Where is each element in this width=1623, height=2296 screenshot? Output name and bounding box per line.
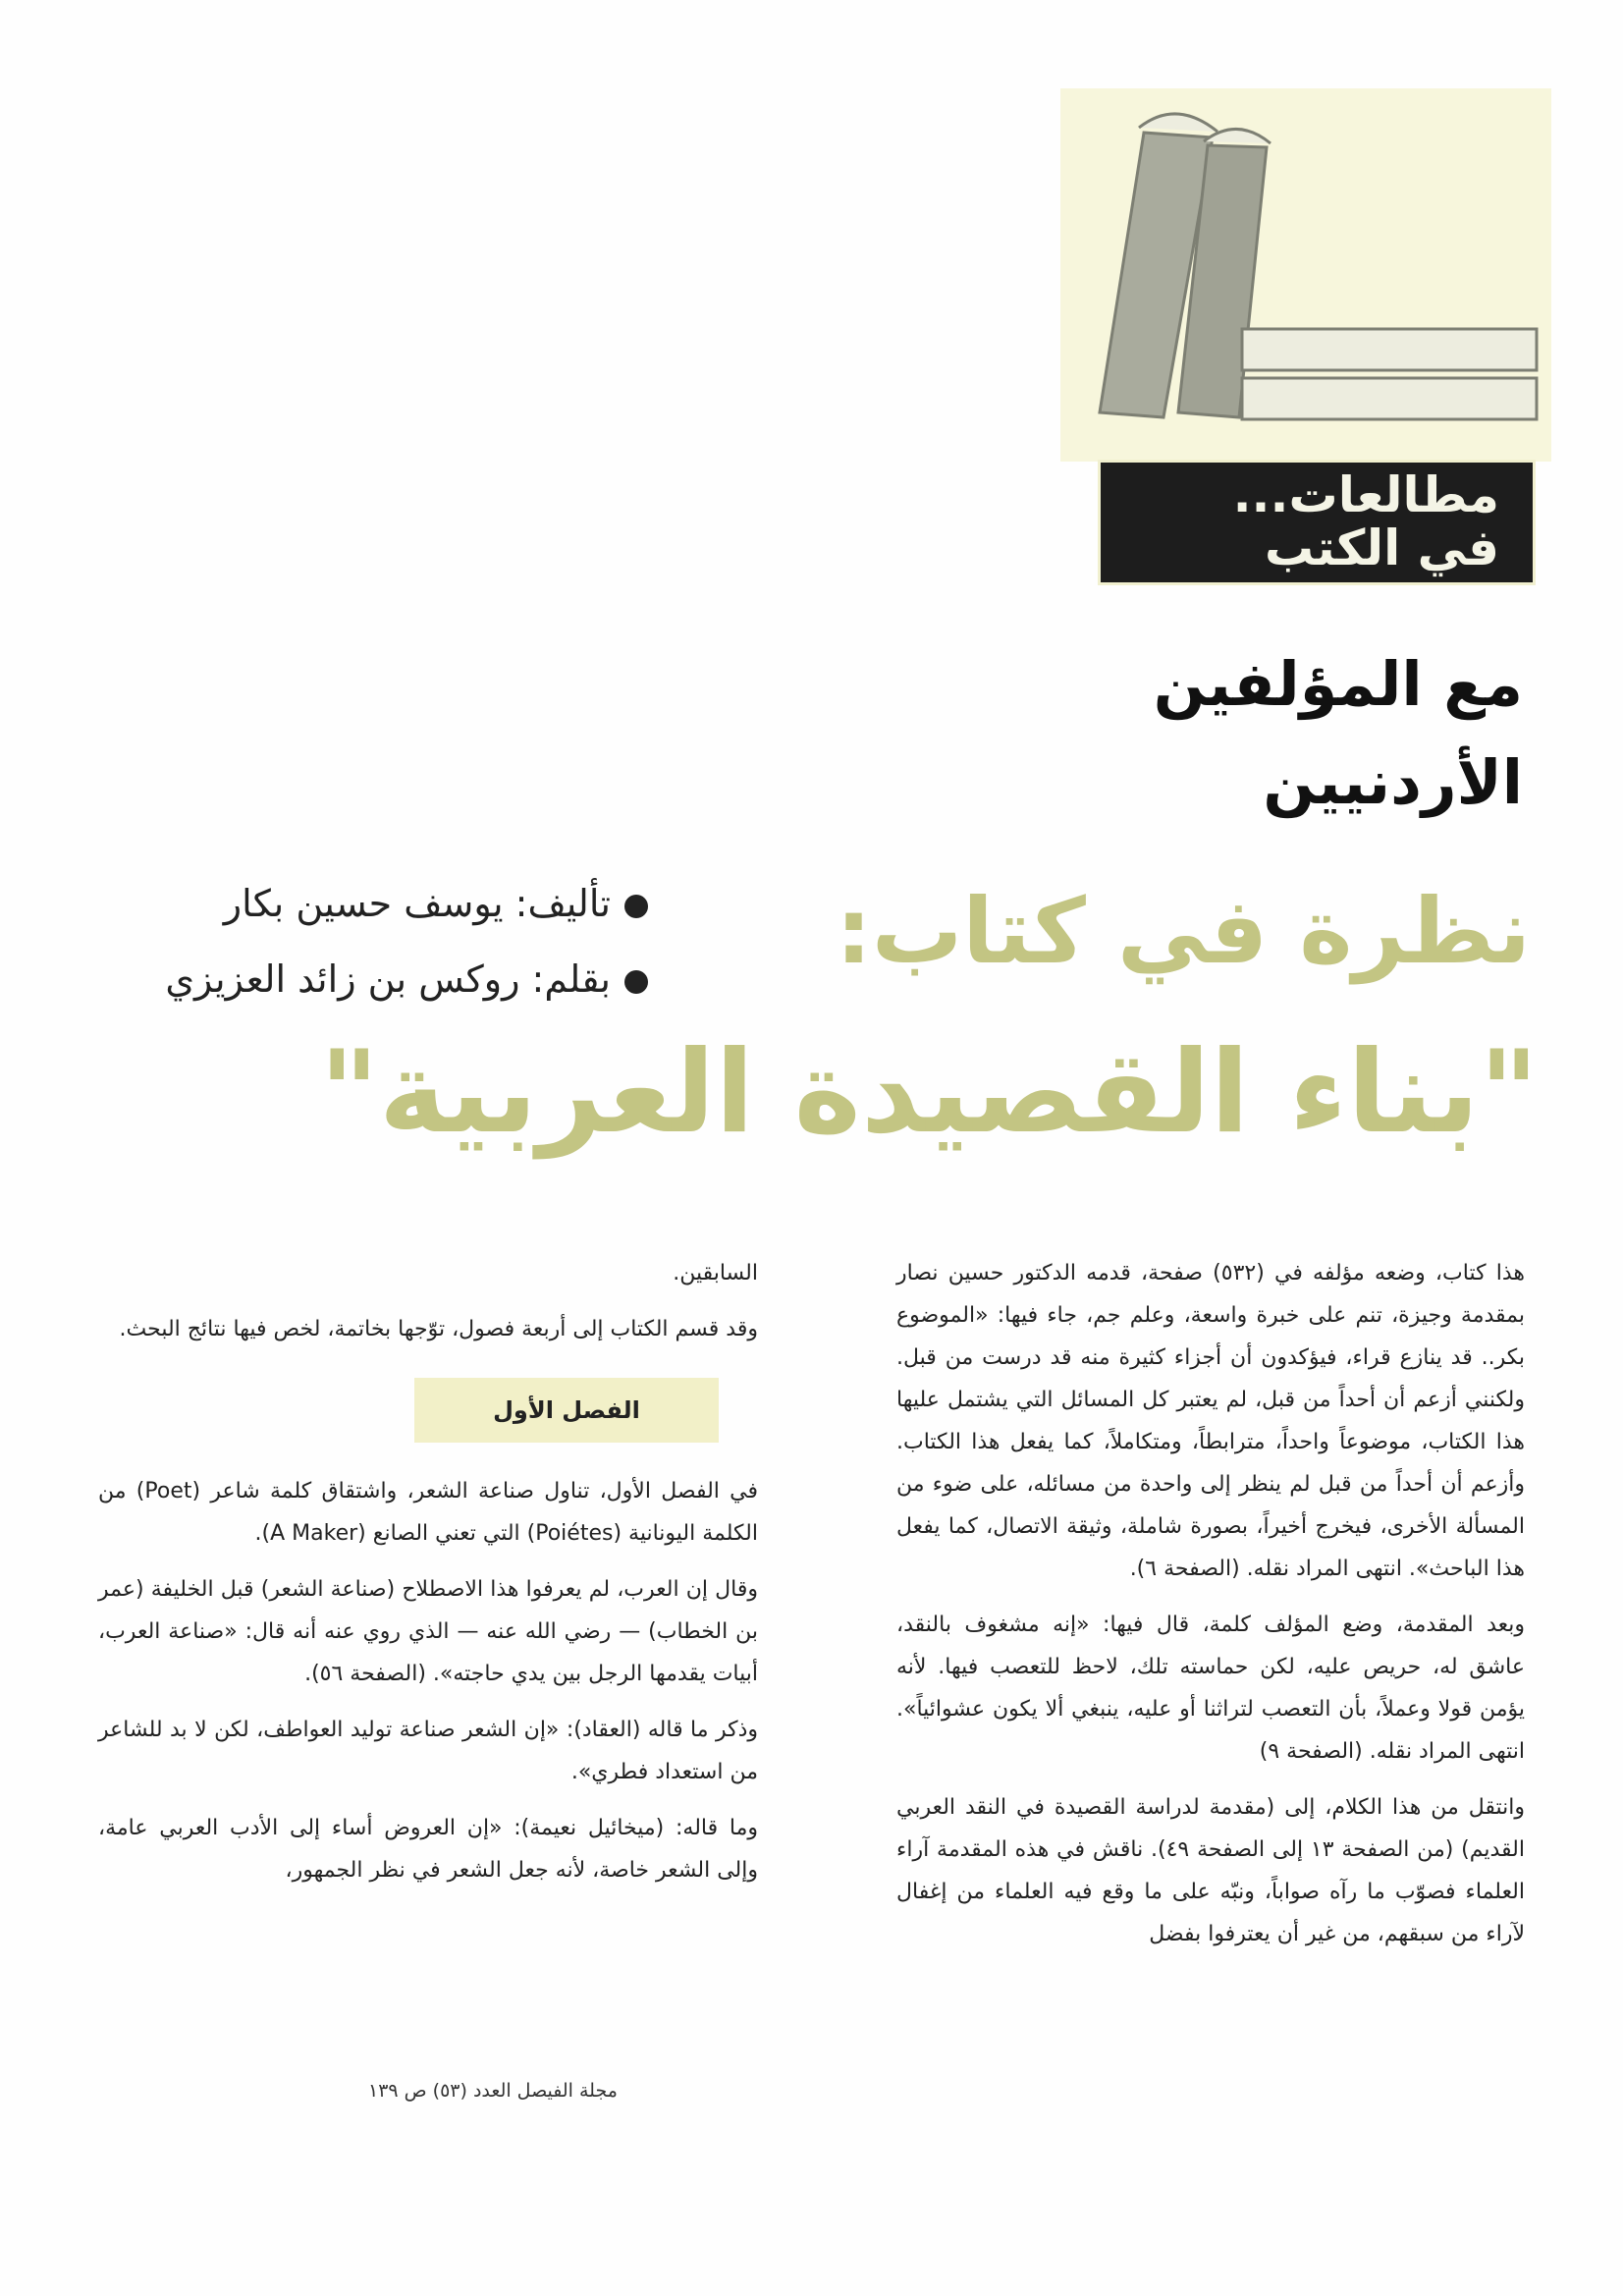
author-credit xyxy=(98,882,648,925)
paragraph: وقد قسم الكتاب إلى أربعة فصول، توّجها بخاتمة، لخص فيها نتائج البحث. xyxy=(119,1317,758,1341)
bullet-icon xyxy=(624,895,648,918)
chapter-heading: الفصل الأول xyxy=(414,1378,719,1443)
paragraph: وقال إن العرب، لم يعرفوا هذا الاصطلاح (صناعة الشعر) قبل الخليفة (عمر بن الخطاب) — رضي الله عنه — الذي روي عنه أنه قال: «صناعة العرب، أبيات يقدمها الرجل بين يدي حاجته». (الصفحة ٥٦). xyxy=(98,1577,758,1686)
section-title-line-2: الأردنيين xyxy=(1263,746,1523,818)
author-credit-text: تأليف: يوسف حسين بكار xyxy=(223,882,611,925)
reviewer-credit xyxy=(98,957,648,1001)
reviewer-credit-text: بقلم: روكس بن زائد العزيزي xyxy=(165,957,611,1001)
paragraph: وانتقل من هذا الكلام، إلى (مقدمة لدراسة القصيدة في النقد العربي القديم) (من الصفحة ١٣ إلى الصفحة ٤٩). ناقش في هذه المقدمة آراء العلماء فصوّب ما رآه صواباً، ونبّه على ما وقع فيه العلماء من إغفال لآراء من سبقهم، من غير أن يعترفوا بفضل xyxy=(896,1795,1525,1946)
headline-line-2: "بناء القصيدة العربية" xyxy=(319,1026,1539,1159)
books-illustration xyxy=(1060,88,1551,462)
section-banner xyxy=(1098,460,1536,585)
headline-line-1: نظرة في كتاب: xyxy=(836,879,1531,984)
paragraph: السابقين. xyxy=(673,1261,758,1285)
paragraph: وذكر ما قاله (العقاد): «إن الشعر صناعة توليد العواطف، لكن لا بد للشاعر من استعداد فطري». xyxy=(98,1718,758,1784)
paragraph: في الفصل الأول، تناول صناعة الشعر، واشتقاق كلمة شاعر (Poet) من الكلمة اليونانية (Poiétes) التي تعني الصانع (A Maker). xyxy=(98,1479,758,1546)
article-column-left xyxy=(98,1252,758,1905)
page-footer: مجلة الفيصل العدد (٥٣) ص ١٣٩ xyxy=(368,2080,618,2102)
banner-line-2: في الكتب xyxy=(1264,519,1499,576)
paragraph: هذا كتاب، وضعه مؤلفه في (٥٣٢) صفحة، قدمه الدكتور حسين نصار بمقدمة وجيزة، تنم على خبرة واسعة، وعلم جم، جاء فيها: «الموضوع بكر.. قد ينازع قراء، فيؤكدون أن أجزاء كثيرة منه قد درست من قبل. ولكنني أزعم أن أحداً من قبل، لم يعتبر كل المسائل التي يشتمل عليها هذا الكتاب، موضوعاً واحداً، مترابطاً، ومتكاملاً، كما يفعل هذا الكتاب. وأزعم أن أحداً من قبل لم ينظر إلى واحدة من مسائله، على ضوء من المسألة الأخرى، فيخرج أخيراً، بصورة شاملة، وثيقة الاتصال، كما يفعل هذا الباحث». انتهى المراد نقله. (الصفحة ٦). xyxy=(896,1261,1526,1581)
article-column-right xyxy=(896,1252,1525,1969)
banner-line-1: مطالعات... xyxy=(1232,466,1499,523)
paragraph: وما قاله: (ميخائيل نعيمة): «إن العروض أساء إلى الأدب العربي عامة، وإلى الشعر خاصة، لأنه جعل الشعر في نظر الجمهور، xyxy=(98,1816,758,1883)
section-title-line-1: مع المؤلفين xyxy=(1153,648,1523,720)
paragraph: وبعد المقدمة، وضع المؤلف كلمة، قال فيها: «إنه مشغوف بالنقد، عاشق له، حريص عليه، لكن حماسته تلك، لاحظ للتعصب فيها. لأنه يؤمن قولا وعملاً، بأن التعصب لتراثنا أو عليه، ينبغي ألا يكون عشوائياً». انتهى المراد نقله. (الصفحة ٩) xyxy=(896,1613,1525,1764)
bullet-icon xyxy=(624,970,648,994)
